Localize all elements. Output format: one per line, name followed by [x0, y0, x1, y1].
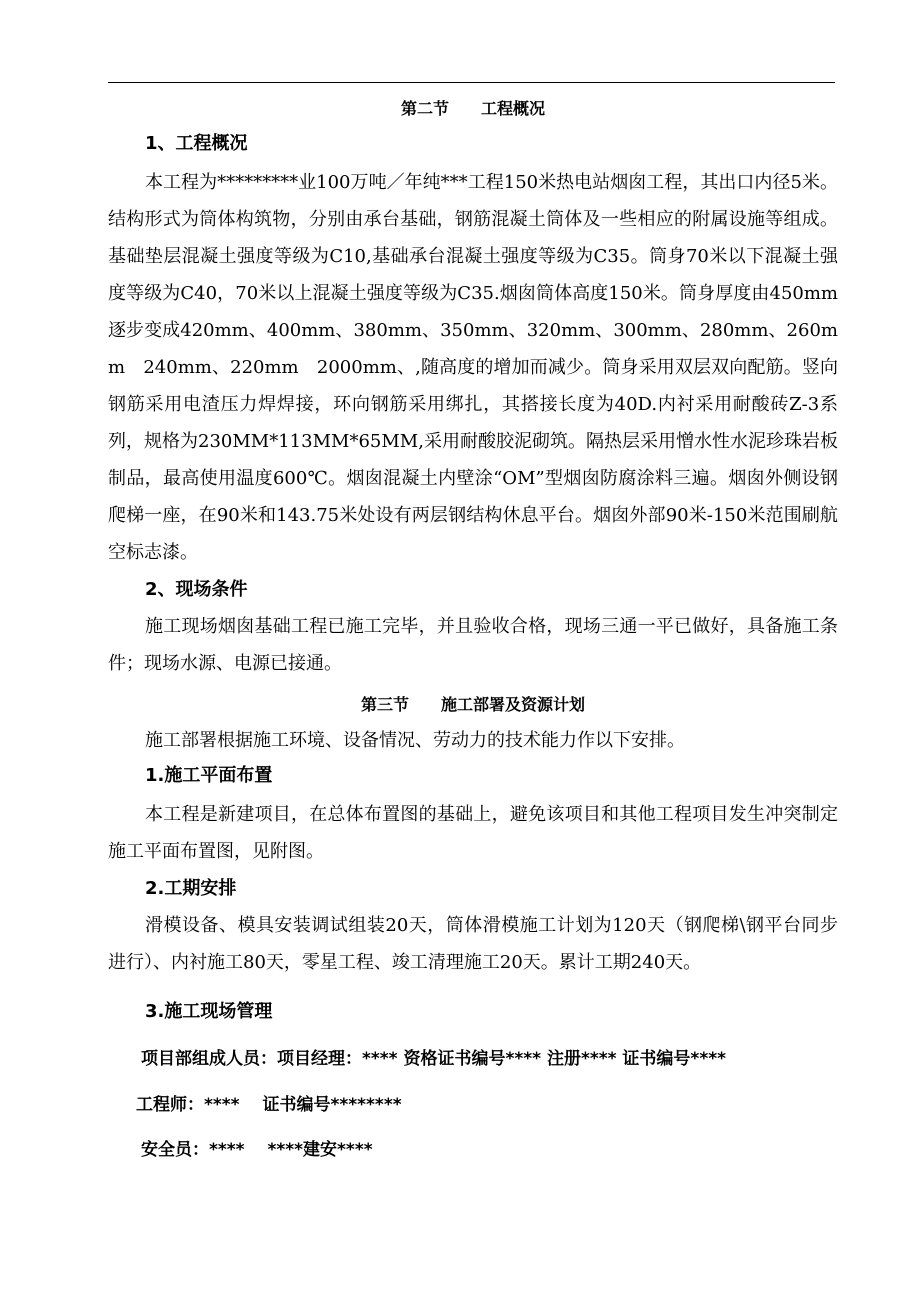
- paragraph-deployment-intro: 施工部署根据施工环境、设备情况、劳动力的技术能力作以下安排。: [145, 730, 685, 751]
- heading-site-conditions: 2、现场条件: [145, 579, 248, 600]
- section-3-title: 第三节 施工部署及资源计划: [360, 695, 585, 714]
- staff-line-engineer: 工程师：**** 证书编号********: [136, 1095, 402, 1115]
- document-body: [108, 88, 838, 1160]
- heading-site-layout: 1.施工平面布置: [145, 765, 273, 786]
- heading-project-overview: 1、工程概况: [145, 133, 248, 154]
- header-rule: [108, 82, 835, 83]
- paragraph-site-layout: 本工程是新建项目，在总体布置图的基础上，避免该项目和其他工程项目发生冲突制定施工平面布置图，见附图。: [108, 804, 838, 862]
- paragraph-schedule: 滑模设备、模具安装调试组装20天，筒体滑模施工计划为120天（钢爬梯\钢平台同步进行）、内衬施工80天，零星工程、竣工清理施工20天。累计工期240天。: [108, 915, 838, 973]
- staff-line-project-manager: 项目部组成人员：项目经理：**** 资格证书编号**** 注册**** 证书编号****: [141, 1049, 726, 1069]
- paragraph-site-conditions: 施工现场烟囱基础工程已施工完毕，并且验收合格，现场三通一平已做好，具备施工条件；现场水源、电源已接通。: [108, 616, 838, 674]
- paragraph-project-overview: 本工程为*********业100万吨／年纯***工程150米热电站烟囱工程，其出口内径5米。结构形式为筒体构筑物，分别由承台基础，钢筋混凝土筒体及一些相应的附属设施等组成。基础垫层混凝土强度等级为C10,基础承台混凝土强度等级为C35。筒身70米以下混凝土强度等级为C40，70米以上混凝土强度等级为C35.烟囱筒体高度150米。筒身厚度由450mm逐步变成420mm、400mm、380mm、350mm、320mm、300mm、280mm、260mm 240mm、220mm 2000mm、,随高度的增加而减少。筒身采用双层双向配筋。竖向钢筋采用电渣压力焊焊接，环向钢筋采用绑扎，其搭接长度为40D.内衬采用耐酸砖Z-3系列，规格为230MM*113MM*65MM,采用耐酸胶泥砌筑。隔热层采用憎水性水泥珍珠岩板制品，最高使用温度600℃。烟囱混凝土内壁涂“OM”型烟囱防腐涂料三遍。烟囱外侧设钢爬梯一座，在90米和143.75米处设有两层钢结构休息平台。烟囱外部90米-150米范围刷航空标志漆。: [108, 172, 838, 563]
- section-2-title: 第二节 工程概况: [400, 99, 545, 118]
- heading-site-management: 3.施工现场管理: [145, 1001, 273, 1022]
- heading-schedule: 2.工期安排: [145, 878, 237, 899]
- staff-line-safety-officer: 安全员：**** ****建安****: [141, 1140, 373, 1160]
